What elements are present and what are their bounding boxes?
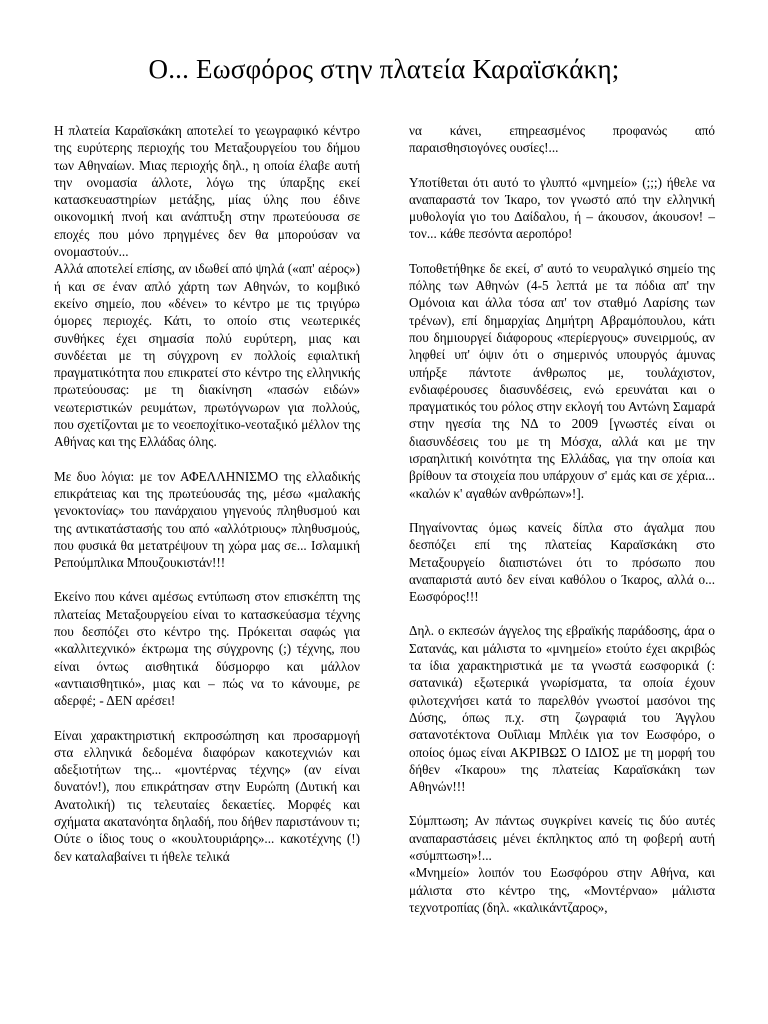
paragraph: Είναι χαρακτηριστική εκπροσώπηση και προσαρμογή στα ελληνικά δεδομένα διαφόρων κακοτεχνιών και αδεξιοτήτων της... «μοντέρνας τέχνης» (αν είναι δυνατόν!), που επικράτησαν στην Ευρώπη (Δυτική και Ανατολική) τις τελευταίες δεκαετίες. Μορφές και σχήματα ακατανόητα δηλαδή, που δήθεν παριστάνουν τι; Ούτε ο ίδιος τους ο «κουλτουριάρης»... κακοτέχνης (!) δεν καταλαβαίνει τι ήθελε τελικά (54, 727, 360, 864)
paragraph: Τοποθετήθηκε δε εκεί, σ' αυτό το νευραλγικό σημείο της πόλης των Αθηνών (4-5 λεπτά με τα πόδια απ' την Ομόνοια και άλλα τόσα απ' τον σταθμό Λαρίσης των τρένων), επί δημαρχίας Δημήτρη Αβραμόπουλου, κάτι που δημιουργεί διάφορους «περίεργους» συνειρμούς, αν ληφθεί υπ' όψιν ότι ο σημερινός υπουργός άμυνας υπήρξε πάντοτε άνθρωπος με, τουλάχιστον, ενδιαφέρουσες διασυνδέσεις, ενώ ερευνάται και ο πραγματικός του ρόλος στην εκλογή του Αντώνη Σαμαρά στην ηγεσία της ΝΔ το 2009 [γνωστές είναι οι διασυνδέσεις του με τη Μόσχα, αλλά και με την ισραηλιτική κοινότητα της Ελλάδας, για την οποία και βρίθουν τα στοιχεία που υπάρχουν σ' εμάς και σε χέρια... «καλών κ' αγαθών ανθρώπων»!]. (409, 260, 715, 501)
paragraph: Εκείνο που κάνει αμέσως εντύπωση στον επισκέπτη της πλατείας Μεταξουργείου είναι το κατασκεύασμα τέχνης που δεσπόζει στο κέντρο της. Πρόκειται σαφώς για «καλλιτεχνικό» έκτρωμα της σύγχρονης (;) τέχνης, που είναι όντως αισθητικά δύσμορφο και μάλλον «αντιαισθητικό», μιας και – πώς να το κάνουμε, ρε αδερφέ; - ΔΕΝ αρέσει! (54, 589, 360, 709)
paragraph: Υποτίθεται ότι αυτό το γλυπτό «μνημείο» (;;;) ήθελε να αναπαραστά τον Ίκαρο, τον γνωστό από την ελληνική μυθολογία γιο του Δαίδαλου, ή – άκουσον, άκουσον! – τον... κάθε πεσόντα αεροπόρο! (409, 174, 715, 242)
right-column (409, 122, 715, 933)
paragraph: Δηλ. ο εκπεσών άγγελος της εβραϊκής παράδοσης, άρα ο Σατανάς, και μάλιστα το «μνημείο» ετούτο έχει ακριβώς τα ίδια χαρακτηριστικά με τα γνωστά εωσφορικά (: σατανικά) εξωτερικά γνωρίσματα, τα οποία έχουν φιλοτεχνήσει κατά το παρελθόν γνωστοί μασόνοι της Δύσης, όπως π.χ. στη ζωγραφιά του Άγγλου σατανοτέκτονα Ουΐλιαμ Μπλέικ για τον Εωσφόρο, ο οποίος όμως είναι ΑΚΡΙΒΩΣ Ο ΙΔΙΟΣ με τη μορφή του δήθεν «Ίκαρου» της πλατείας Καραϊσκάκη των Αθηνών!!! (409, 623, 715, 795)
paragraph: Πηγαίνοντας όμως κανείς δίπλα στο άγαλμα που δεσπόζει επί της πλατείας Καραϊσκάκη στο Μεταξουργείο διαπιστώνει ότι το πρόσωπο που αναπαριστά αυτό δεν είναι καθόλου ο Ίκαρος, αλλά ο... Εωσφόρος!!! (409, 519, 715, 605)
paragraph: Αλλά αποτελεί επίσης, αν ιδωθεί από ψηλά («απ' αέρος») ή και σε έναν απλό χάρτη των Αθηνών, το κομβικό εκείνο σημείο, που «δένει» το κέντρο με τις τριγύρω όμορες περιοχές. Κάτι, το οποίο στις νεωτερικές συνθήκες έχει σημασία πολύ ευρύτερη, μιας και συνδέεται με τη σύγχρονη εν πολλοίς εφιαλτική πραγματικότητα που επικρατεί στο κέντρο της ελληνικής πρωτεύουσας: με τη διακίνηση «πασών ειδών» νεωτεριστικών ρευμάτων, πρωτόγνωρων για πολλούς, που σχετίζονται με το νεοεποχίτικο-νεοταξικό μέλλον της Αθήνας και της Ελλάδας όλης. (54, 261, 360, 450)
paragraph: Σύμπτωση; Αν πάντως συγκρίνει κανείς τις δύο αυτές αναπαραστάσεις μένει έκπληκτος από τη φοβερή αυτή «σύμπτωση»!... (409, 813, 715, 863)
paragraph: Η πλατεία Καραϊσκάκη αποτελεί το γεωγραφικό κέντρο της ευρύτερης περιοχής του Μεταξουργείου του δήμου των Αθηναίων. Μιας περιοχής δηλ., η οποία έλαβε αυτή την ονομασία άλλοτε, λόγω της ύπαρξης εκεί κατασκευαστηρίων μετάξης, μίας ύλης που έδινε οικονομική πνοή και ανάπτυξη στην πρωτεύουσα σε εποχές που μόνο πρηγμένες δεν θα μπορούσαν να ονομαστούν... (54, 123, 360, 260)
paragraph: «Μνημείο» λοιπόν του Εωσφόρου στην Αθήνα, και μάλιστα στο κέντρο της, «Μοντέρναο» μάλιστα τεχνοτροπίας (δηλ. «καλικάντζαρος», (409, 865, 715, 915)
article-title: Ο... Εωσφόρος στην πλατεία Καραϊσκάκη; (148, 54, 620, 84)
left-column (54, 122, 360, 882)
paragraph: Με δυο λόγια: με τον ΑΦΕΛΛΗΝΙΣΜΟ της ελλαδικής επικράτειας και της πρωτεύουσάς της, μέσω «μαλακής γενοκτονίας» του πανάρχαιου γηγενούς πληθυσμού και της αντικατάστασής του από «αλλότριους» πληθυσμούς, που φυσικά θα μετατρέψουν τη χώρα μας σε... Ισλαμική Ρεπούμπλικα Μπουζουκιστάν!!! (54, 468, 360, 571)
paragraph: να κάνει, επηρεασμένος προφανώς από παραισθησιογόνες ουσίες!... (409, 123, 715, 156)
